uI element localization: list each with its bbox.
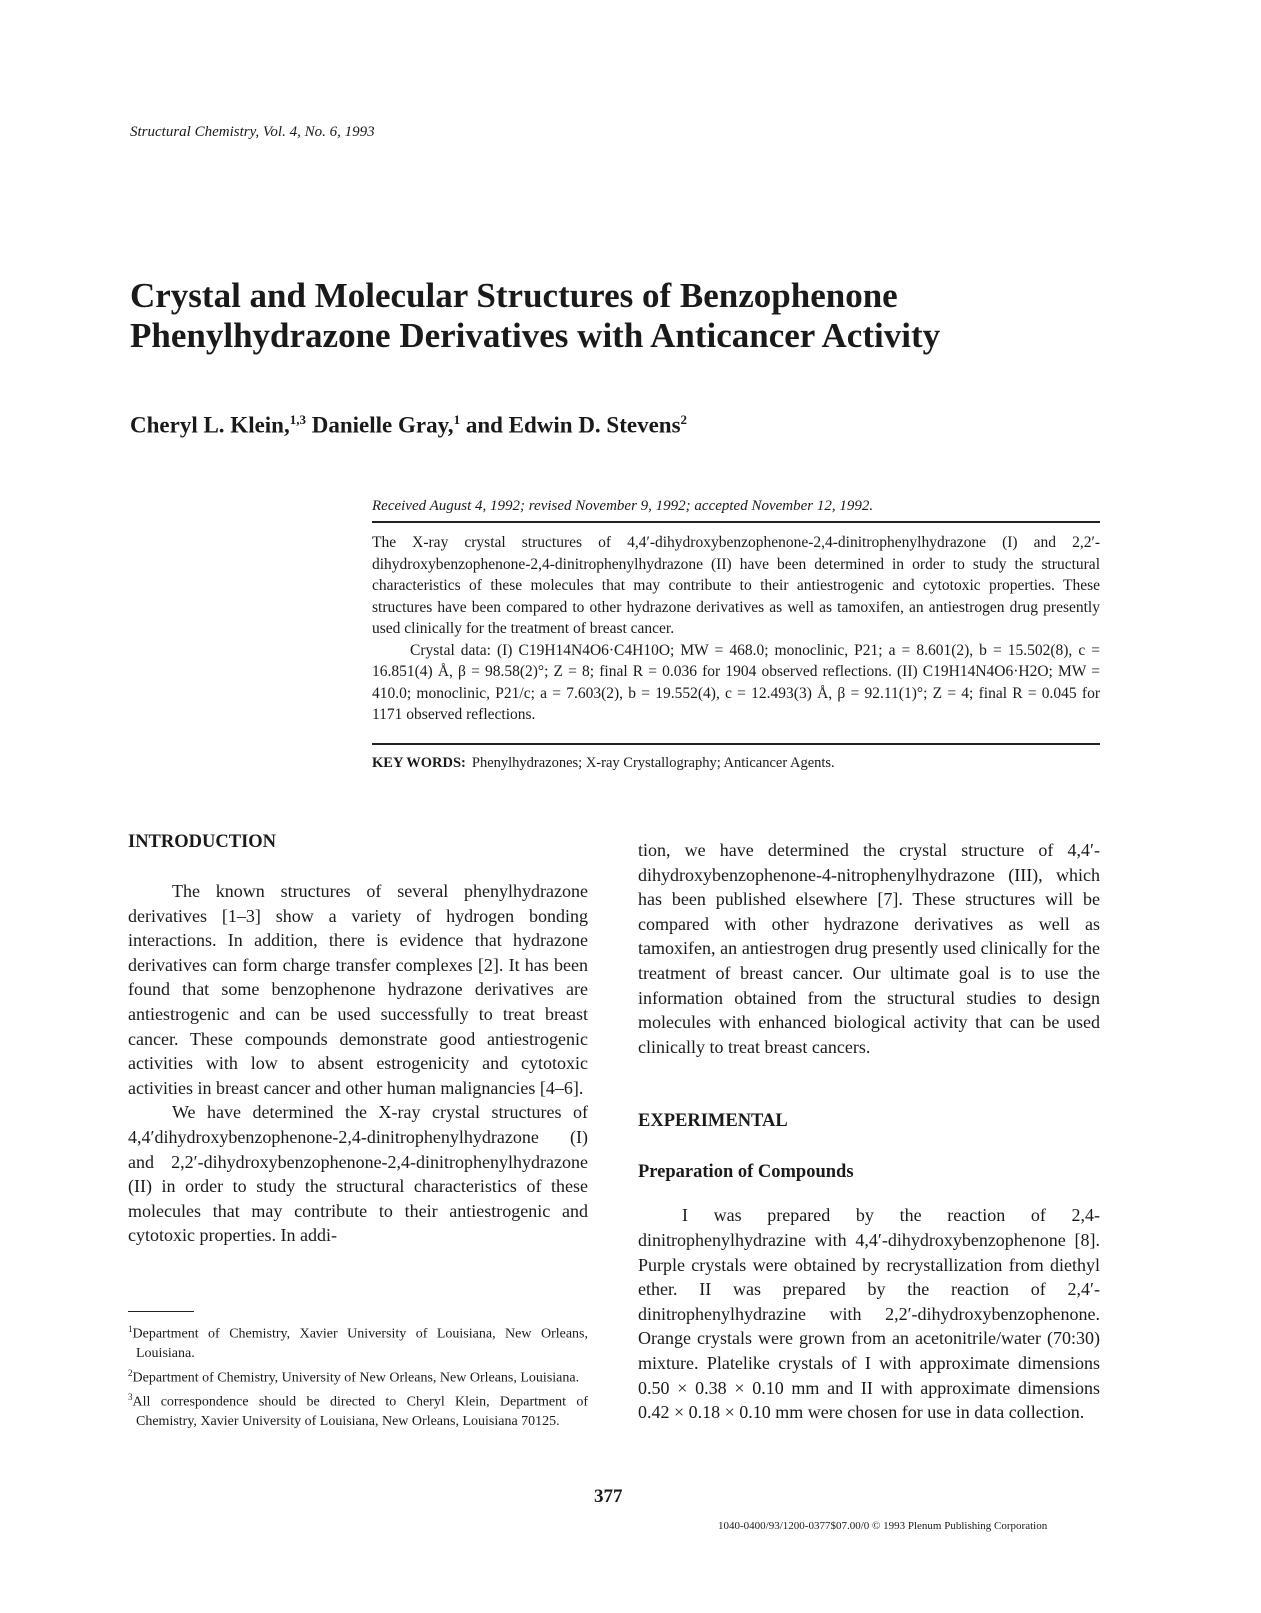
keywords-list: Phenylhydrazones; X-ray Crystallography; Anticancer Agents. [471, 755, 835, 771]
footnote-mark: 1 [128, 1324, 133, 1334]
title-line-1: Crystal and Molecular Structures of Benzophenone [130, 276, 898, 315]
crystal-data-paragraph: Crystal data: (I) C19H14N4O6·C4H10O; MW = 468.0; monoclinic, P21; a = 8.601(2), b = 15.502(8), c = 16.851(4) Å, β = 98.58(2)°; Z = 8; final R = 0.036 for 1904 observed reflections. (II) C19H14N4O6·H2O; MW = 410.0; monoclinic, P21/c; a = 7.603(2), b = 19.552(4), c = 12.493(3) Å, β = 92.11(1)°; Z = 4; final R = 0.045 for 1171 observed reflections. [372, 641, 1100, 723]
affiliation-mark: 1,3 [289, 412, 306, 427]
affiliation-mark: 2 [680, 412, 688, 427]
preparation-paragraph: I was prepared by the reaction of 2,4-dinitrophenylhydrazine with 4,4′-dihydroxybenzophenone [8]. Purple crystals were obtained by recrystallization from diethyl ether. II was prepared by the reaction of 2,4′-dinitrophenylhydrazine with 2,2′-dihydroxybenzophenone. Orange crystals were grown from an acetonitrile/water (70:30) mixture. Platelike crystals of I with approximate dimensions 0.50 × 0.38 × 0.10 mm and II with approximate dimensions 0.42 × 0.18 × 0.10 mm were chosen for use in data collection. [638, 1205, 1100, 1423]
title-line-2: Phenylhydrazone Derivatives with Anticancer Activity [130, 316, 941, 355]
author-name: Cheryl L. Klein, [130, 412, 290, 438]
footnote [128, 1388, 588, 1431]
abstract-paragraph: The X-ray crystal structures of 4,4′-dihydroxybenzophenone-2,4-dinitrophenylhydrazone (I) and 2,2′-dihydroxybenzophenone-2,4-dinitrophenylhydrazone (II) have been determined in order to study the structural characteristics of these molecules that may contribute to their antiestrogenic and cytotoxic properties. These structures have been compared to other hydrazone derivatives as well as tamoxifen, an antiestrogen drug presently used clinically for the treatment of breast cancer. [372, 534, 1100, 637]
footnote-text: All correspondence should be directed to Cheryl Klein, Department of Chemistry, Xavier University of Louisiana, New Orleans, Louisiana 70125. [132, 1394, 588, 1429]
author-name: and Edwin D. Stevens [460, 412, 681, 438]
abstract-top-rule [372, 521, 1100, 523]
author-list [130, 412, 687, 439]
page-number: 377 [594, 1486, 623, 1507]
abstract [372, 532, 1100, 726]
footnote-text: Department of Chemistry, University of New Orleans, New Orleans, Louisiana. [132, 1370, 580, 1386]
keywords-label: KEY WORDS: [372, 755, 466, 771]
experimental-heading: EXPERIMENTAL [638, 1111, 788, 1132]
footnotes [128, 1320, 588, 1432]
intro-continuation: tion, we have determined the crystal structure of 4,4′-dihydroxybenzophenone-4-nitrophenylhydrazone (III), which has been published elsewhere [7]. These structures will be compared with other hydrazone derivatives as well as tamoxifen, an antiestrogen drug presently used clinically for the treatment of breast cancer. Our ultimate goal is to use the information obtained from the structural studies to design molecules with enhanced biological activity that can be used clinically to treat breast cancers. [638, 840, 1100, 1057]
abstract-bottom-rule [372, 743, 1100, 745]
left-column [128, 832, 588, 1248]
preparation-heading: Preparation of Compounds [638, 1162, 854, 1183]
footnote-mark: 2 [128, 1367, 133, 1378]
footnote [128, 1364, 588, 1388]
right-column [638, 838, 1100, 1425]
journal-citation: Structural Chemistry, Vol. 4, No. 6, 1993 [130, 124, 375, 140]
keywords [372, 755, 835, 772]
footnote [128, 1320, 588, 1363]
affiliation-mark: 1 [453, 412, 461, 427]
introduction-heading: INTRODUCTION [128, 832, 277, 852]
footnote-mark: 3 [128, 1392, 133, 1403]
author-name: Danielle Gray, [305, 412, 454, 438]
paper-title [130, 276, 1130, 356]
intro-paragraph-1: The known structures of several phenylhydrazone derivatives [1–3] show a variety of hydrogen bonding interactions. In addition, there is evidence that hydrazone derivatives can form charge transfer complexes [2]. It has been found that some benzophenone hydrazone derivatives are antiestrogenic and can be used successfully to treat breast cancer. These compounds demonstrate good antiestrogenic activities with low to absent estrogenicity and cytotoxic activities in breast cancer and other human malignancies [4–6]. [128, 881, 588, 1098]
intro-paragraph-2: We have determined the X-ray crystal structures of 4,4′dihydroxybenzophenone-2,4-dinitrophenylhydrazone (I) and 2,2′-dihydroxybenzophenone-2,4-dinitrophenylhydrazone (II) in order to study the structural characteristics of these molecules that may contribute to their antiestrogenic and cytotoxic properties. In addi- [128, 1102, 588, 1246]
footnote-rule [128, 1311, 194, 1312]
copyright-line: 1040-0400/93/1200-0377$07.00/0 © 1993 Plenum Publishing Corporation [718, 1520, 1048, 1532]
received-dates: Received August 4, 1992; revised November 9, 1992; accepted November 12, 1992. [372, 498, 874, 514]
footnote-text: Department of Chemistry, Xavier University of Louisiana, New Orleans, Louisiana. [132, 1326, 588, 1361]
